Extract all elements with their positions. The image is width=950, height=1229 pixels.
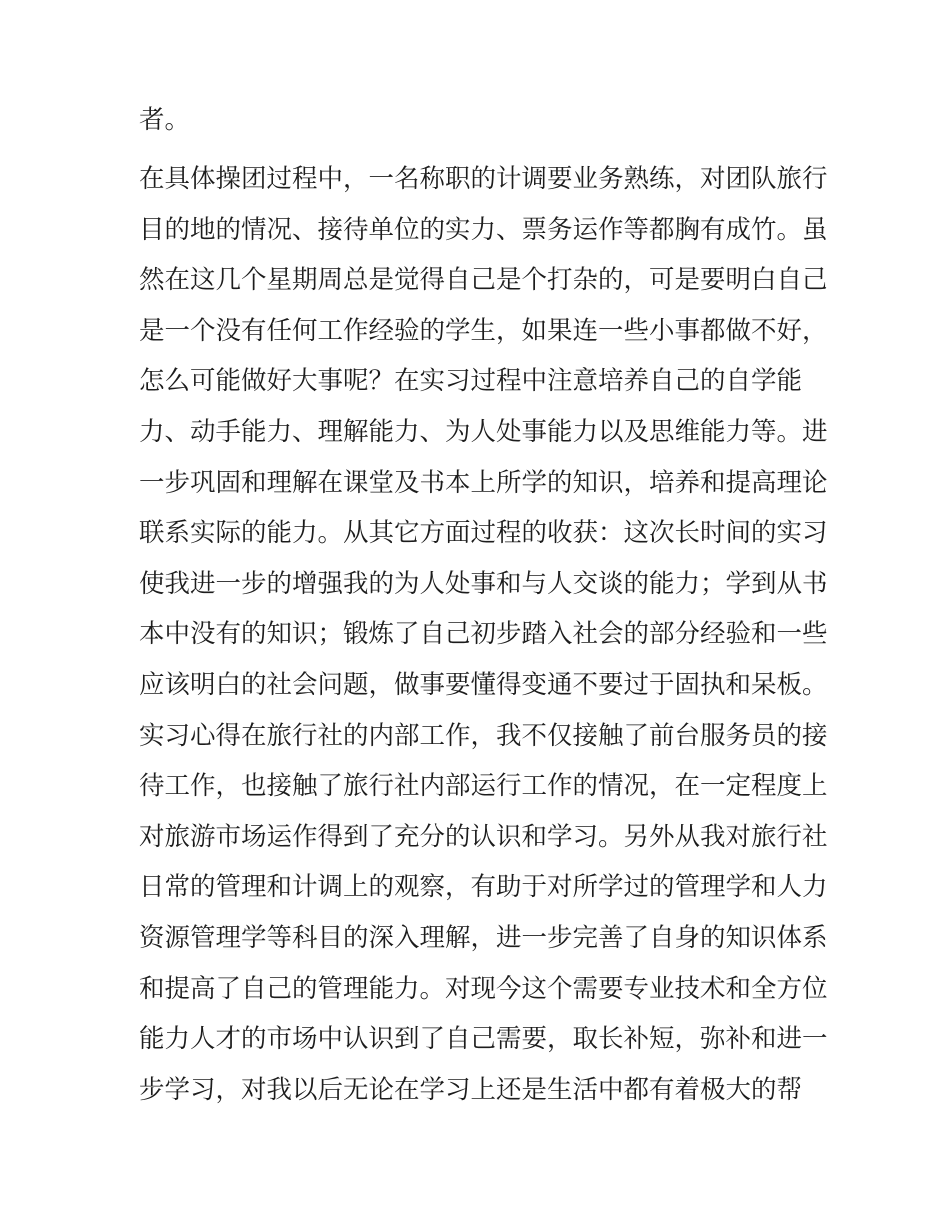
text-line: 怎么可能做好大事呢？在实习过程中注意培养自己的自学能 <box>139 366 803 396</box>
text-line: 在具体操团过程中，一名称职的计调要业务熟练，对团队旅行 <box>139 164 828 194</box>
text-line: 日常的管理和计调上的观察，有助于对所学过的管理学和人力 <box>139 872 828 902</box>
text-line: 能力人才的市场中认识到了自己需要，取长补短，弥补和进一 <box>139 1024 828 1054</box>
document-body <box>139 95 831 1115</box>
text-line: 力、动手能力、理解能力、为人处事能力以及思维能力等。进 <box>139 417 828 447</box>
text-line: 使我进一步的增强我的为人处事和与人交谈的能力；学到从书 <box>139 568 828 598</box>
text-line: 资源管理学等科目的深入理解，进一步完善了自身的知识体系 <box>139 923 828 952</box>
text-line: 目的地的情况、接待单位的实力、票务运作等都胸有成竹。虽 <box>139 214 828 244</box>
text-line: 是一个没有任何工作经验的学生，如果连一些小事都做不好， <box>139 315 828 345</box>
text-line: 步学习，对我以后无论在学习上还是生活中都有着极大的帮 <box>139 1074 803 1104</box>
text-line: 应该明白的社会问题，做事要懂得变通不要过于固执和呆板。 <box>139 670 828 700</box>
text-line: 对旅游市场运作得到了充分的认识和学习。另外从我对旅行社 <box>139 821 828 851</box>
text-line: 然在这几个星期周总是觉得自己是个打杂的，可是要明白自己 <box>139 265 828 295</box>
text-line: 实习心得在旅行社的内部工作，我不仅接触了前台服务员的接 <box>139 720 828 750</box>
text-line: 待工作，也接触了旅行社内部运行工作的情况，在一定程度上 <box>139 771 828 801</box>
text-line: 本中没有的知识；锻炼了自己初步踏入社会的部分经验和一些 <box>139 619 828 649</box>
text-line: 者。 <box>139 105 191 134</box>
text-line: 联系实际的能力。从其它方面过程的收获：这次长时间的实习 <box>139 518 828 548</box>
text-line: 和提高了自己的管理能力。对现今这个需要专业技术和全方位 <box>139 973 828 1003</box>
text-line: 一步巩固和理解在课堂及书本上所学的知识，培养和提高理论 <box>139 467 828 497</box>
